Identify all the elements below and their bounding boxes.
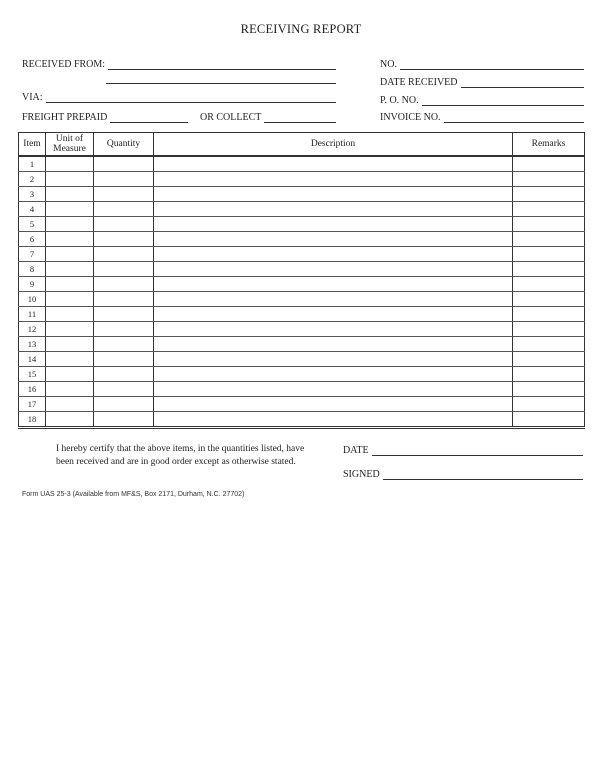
description-cell[interactable]: [154, 412, 513, 428]
unit-of-measure-cell[interactable]: [46, 262, 94, 277]
table-row: [19, 337, 585, 352]
quantity-cell[interactable]: [94, 262, 154, 277]
item-number-cell: 14: [19, 352, 46, 367]
table-header-row: [19, 133, 585, 157]
table-row: [19, 307, 585, 322]
table-row: [19, 412, 585, 428]
remarks-cell[interactable]: [513, 337, 585, 352]
date-received-line[interactable]: [461, 77, 585, 88]
unit-of-measure-cell[interactable]: [46, 247, 94, 262]
unit-of-measure-cell[interactable]: [46, 202, 94, 217]
description-cell[interactable]: [154, 397, 513, 412]
table-row: [19, 292, 585, 307]
item-number-cell: 11: [19, 307, 46, 322]
date-received-label: DATE RECEIVED: [380, 77, 458, 88]
via-line[interactable]: [46, 92, 336, 103]
col-header-remarks: Remarks: [513, 133, 585, 157]
signature-line[interactable]: [383, 469, 583, 480]
item-number-cell: 2: [19, 172, 46, 187]
unit-of-measure-cell[interactable]: [46, 412, 94, 428]
remarks-cell[interactable]: [513, 367, 585, 382]
no-field[interactable]: [380, 56, 584, 70]
remarks-cell[interactable]: [513, 322, 585, 337]
remarks-cell[interactable]: [513, 217, 585, 232]
no-line[interactable]: [400, 59, 584, 70]
received-from-line[interactable]: [108, 59, 336, 70]
col-header-item: Item: [19, 133, 46, 157]
col-header-description: Description: [154, 133, 513, 157]
item-number-cell: 3: [19, 187, 46, 202]
invoice-no-line[interactable]: [444, 112, 584, 123]
item-number-cell: 8: [19, 262, 46, 277]
quantity-cell[interactable]: [94, 292, 154, 307]
item-number-cell: 12: [19, 322, 46, 337]
quantity-cell[interactable]: [94, 217, 154, 232]
item-number-cell: 10: [19, 292, 46, 307]
quantity-cell[interactable]: [94, 367, 154, 382]
col-header-unit-line1: Unit of: [55, 134, 84, 144]
item-number-cell: 5: [19, 217, 46, 232]
certification-text: I hereby certify that the above items, in the quantities listed, have been received and are in good order except as otherwise stated.: [56, 444, 305, 467]
signed-label: SIGNED: [343, 469, 380, 480]
item-number-cell: 4: [19, 202, 46, 217]
description-cell[interactable]: [154, 202, 513, 217]
quantity-cell[interactable]: [94, 322, 154, 337]
quantity-cell[interactable]: [94, 352, 154, 367]
description-cell[interactable]: [154, 217, 513, 232]
unit-of-measure-cell[interactable]: [46, 277, 94, 292]
unit-of-measure-cell[interactable]: [46, 172, 94, 187]
po-no-field[interactable]: [380, 92, 584, 106]
unit-of-measure-cell[interactable]: [46, 397, 94, 412]
quantity-cell[interactable]: [94, 172, 154, 187]
item-number-cell: 16: [19, 382, 46, 397]
unit-of-measure-cell[interactable]: [46, 292, 94, 307]
description-cell[interactable]: [154, 172, 513, 187]
form-footer: Form UAS 25-3 (Available from MF&S, Box 2171, Durham, N.C. 27702): [22, 491, 245, 498]
remarks-cell[interactable]: [513, 277, 585, 292]
unit-of-measure-cell[interactable]: [46, 322, 94, 337]
col-header-quantity: Quantity: [94, 133, 154, 157]
quantity-cell[interactable]: [94, 202, 154, 217]
table-row: [19, 232, 585, 247]
date-received-field[interactable]: [380, 74, 584, 88]
signed-field[interactable]: [343, 466, 583, 480]
table-body: [19, 156, 585, 428]
table-row: [19, 367, 585, 382]
remarks-cell[interactable]: [513, 172, 585, 187]
remarks-cell[interactable]: [513, 412, 585, 428]
invoice-no-field[interactable]: [380, 109, 584, 123]
item-number-cell: 15: [19, 367, 46, 382]
remarks-cell[interactable]: [513, 397, 585, 412]
remarks-cell[interactable]: [513, 262, 585, 277]
table-row: [19, 352, 585, 367]
description-cell[interactable]: [154, 307, 513, 322]
description-cell[interactable]: [154, 156, 513, 172]
quantity-cell[interactable]: [94, 382, 154, 397]
no-label: NO.: [380, 59, 397, 70]
col-header-unit-line2: Measure: [53, 144, 86, 154]
description-cell[interactable]: [154, 352, 513, 367]
quantity-cell[interactable]: [94, 412, 154, 428]
table-row: [19, 202, 585, 217]
unit-of-measure-cell[interactable]: [46, 232, 94, 247]
item-number-cell: 13: [19, 337, 46, 352]
unit-of-measure-cell[interactable]: [46, 352, 94, 367]
remarks-cell[interactable]: [513, 247, 585, 262]
remarks-cell[interactable]: [513, 232, 585, 247]
table-row: [19, 247, 585, 262]
table-row: [19, 217, 585, 232]
item-number-cell: 7: [19, 247, 46, 262]
item-number-cell: 6: [19, 232, 46, 247]
or-collect-label: OR COLLECT: [200, 112, 262, 123]
description-cell[interactable]: [154, 337, 513, 352]
items-table: [18, 132, 585, 429]
date-field[interactable]: [343, 442, 583, 456]
description-cell[interactable]: [154, 382, 513, 397]
description-cell[interactable]: [154, 247, 513, 262]
table-row: [19, 156, 585, 172]
received-from-field[interactable]: [22, 56, 336, 70]
description-cell[interactable]: [154, 322, 513, 337]
item-number-cell: 17: [19, 397, 46, 412]
remarks-cell[interactable]: [513, 156, 585, 172]
quantity-cell[interactable]: [94, 397, 154, 412]
quantity-cell[interactable]: [94, 247, 154, 262]
freight-prepaid-line[interactable]: [110, 112, 188, 123]
invoice-no-label: INVOICE NO.: [380, 112, 441, 123]
remarks-cell[interactable]: [513, 202, 585, 217]
po-no-line[interactable]: [422, 95, 584, 106]
unit-of-measure-cell[interactable]: [46, 382, 94, 397]
table-row: [19, 397, 585, 412]
description-cell[interactable]: [154, 277, 513, 292]
table-row: [19, 382, 585, 397]
or-collect-field[interactable]: [200, 109, 336, 123]
quantity-cell[interactable]: [94, 337, 154, 352]
unit-of-measure-cell[interactable]: [46, 367, 94, 382]
date-line[interactable]: [372, 445, 583, 456]
quantity-cell[interactable]: [94, 277, 154, 292]
freight-prepaid-field[interactable]: [22, 109, 188, 123]
description-cell[interactable]: [154, 232, 513, 247]
item-number-cell: 9: [19, 277, 46, 292]
remarks-cell[interactable]: [513, 307, 585, 322]
remarks-cell[interactable]: [513, 352, 585, 367]
col-header-unit-of-measure: [46, 133, 94, 157]
table-row: [19, 322, 585, 337]
unit-of-measure-cell[interactable]: [46, 217, 94, 232]
po-no-label: P. O. NO.: [380, 95, 419, 106]
unit-of-measure-cell[interactable]: [46, 156, 94, 172]
page-title: RECEIVING REPORT: [240, 22, 362, 36]
quantity-cell[interactable]: [94, 232, 154, 247]
freight-prepaid-label: FREIGHT PREPAID: [22, 112, 108, 123]
table-row: [19, 262, 585, 277]
via-field[interactable]: [22, 89, 336, 103]
quantity-cell[interactable]: [94, 156, 154, 172]
remarks-cell[interactable]: [513, 382, 585, 397]
quantity-cell[interactable]: [94, 187, 154, 202]
item-number-cell: 1: [19, 156, 46, 172]
or-collect-line[interactable]: [264, 112, 336, 123]
description-cell[interactable]: [154, 262, 513, 277]
table-row: [19, 187, 585, 202]
table-row: [19, 172, 585, 187]
unit-of-measure-cell[interactable]: [46, 187, 94, 202]
unit-of-measure-cell[interactable]: [46, 337, 94, 352]
description-cell[interactable]: [154, 187, 513, 202]
remarks-cell[interactable]: [513, 292, 585, 307]
item-number-cell: 18: [19, 412, 46, 428]
via-label: VIA:: [22, 92, 43, 103]
unit-of-measure-cell[interactable]: [46, 307, 94, 322]
received-from-label: RECEIVED FROM:: [22, 59, 106, 70]
quantity-cell[interactable]: [94, 307, 154, 322]
description-cell[interactable]: [154, 367, 513, 382]
table-row: [19, 277, 585, 292]
received-from-line-2[interactable]: [106, 82, 336, 84]
description-cell[interactable]: [154, 292, 513, 307]
remarks-cell[interactable]: [513, 187, 585, 202]
date-label: DATE: [343, 445, 369, 456]
